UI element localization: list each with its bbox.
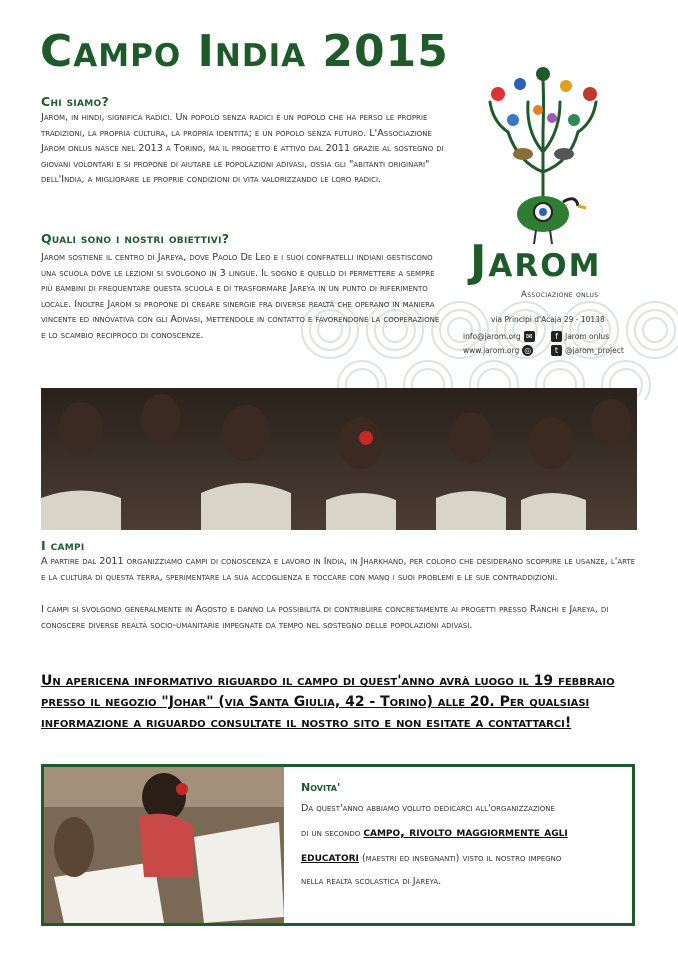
event-announcement: Un apericena informativo riguardo il campo di quest'anno avrà luogo il 19 febbraio presso il negozio "Johar" (via Santa Giulia, 42 - Torino) alle 20. Per qualsiasi informazione a riguardo consultate il nostro sito e non esitate a contattarci! <box>41 673 615 731</box>
children-drawing-photo <box>44 767 284 923</box>
text-campi-1: A partire dal 2011 organizziamo campi di conoscenza e lavoro in India, in Jharkhand, per coloro che desiderano scoprire le usanze, l'arte e la cultura di questa terra, sperimentare la sua accoglienza e toccare con mano i suoi problemi e le sue contraddizioni. <box>41 556 636 583</box>
text-chi-siamo: Jarom, in hindi, significa radici. Un popolo senza radici è un popolo che ha perso le proprie tradizioni, la propria cultura, la propria identità; è un popolo senza futuro. L'Associazione Jarom onlus nasce nel 2013 a Torino, ma il progetto è attivo dal 2011 grazie al sostegno di giovani volontari e si propone di aiutare le popolazioni adivasi, ossia gli "abitanti originari" dell'India, a migliorare le proprie condizioni di vita valorizzando le loro radici. <box>41 112 444 186</box>
novita-line-2-pre: di un secondo <box>301 828 361 839</box>
contact-address: via Principi d'Acaja 29 - 10138 <box>491 315 605 324</box>
novita-text <box>301 797 621 893</box>
text-obiettivi: Jarom sostiene il centro di Jareya, dove Paolo De Leo e i suoi confratelli indiani gestiscono una scuola dove le lezioni si svolgono in 3 lingue. Il sogno è quello di permettere a sempre più bambini di frequentare questa scuola e di trasformare Jareya in un punto di riferimento locale. Inoltre Jarom si propone di creare sinergie fra diverse realtà che operano in maniera vincente ed innovativa con gli Adivasi, mettendole in contatto e favorendone la cooperazione e lo scambio reciproco di conoscenze. <box>41 252 440 341</box>
novita-line-3 <box>301 845 621 870</box>
text-campi-2: I campi si svolgono generalmente in Agosto e danno la possibilità di contribuire concretamente ai progetti presso Ranchi e Jareya, di conoscere diverse realtà socio-umanitarie impegnate da tempo nel sostegno delle popolazioni adivasi. <box>41 604 609 631</box>
novita-line-2 <box>301 820 621 845</box>
heading-campi: I campi <box>41 538 85 553</box>
contact-email-row <box>463 331 535 342</box>
novita-line-4: nella realtà scolastica di Jareya. <box>301 876 442 887</box>
globe-icon: ◎ <box>522 345 533 356</box>
logo-subtitle: Associazione onlus <box>521 290 599 300</box>
schoolchildren-photo <box>41 388 637 530</box>
contact-twitter-row <box>551 345 624 356</box>
twitter-icon: t <box>551 345 562 356</box>
jarom-tree-logo <box>478 62 608 247</box>
novita-line-3-post: (maestri ed insegnanti) visto il nostro impegno <box>361 853 562 864</box>
novita-line-1: Da quest'anno abbiamo voluto dedicarci all'organizzazione <box>301 803 555 814</box>
contact-email[interactable]: info@jarom.org <box>463 332 521 341</box>
novita-highlight-2: educatori <box>301 849 359 864</box>
contact-website[interactable]: www.jarom.org <box>463 346 520 355</box>
novita-heading: Novita' <box>301 781 341 794</box>
facebook-icon: f <box>551 331 562 342</box>
heading-chi-siamo: Chi siamo? <box>41 94 110 109</box>
novita-highlight-1: campo, rivolto maggiormente agli <box>363 824 568 839</box>
page-title: Campo India 2015 <box>40 26 449 77</box>
email-icon: ✉ <box>524 331 535 342</box>
contact-website-row <box>463 345 533 356</box>
contact-facebook[interactable]: Jarom onlus <box>565 332 610 341</box>
logo-wordmark: Jarom <box>470 236 602 287</box>
heading-obiettivi: Quali sono i nostri obiettivi? <box>41 231 230 246</box>
contact-facebook-row <box>551 331 609 342</box>
contact-twitter[interactable]: @jarom_project <box>565 346 624 355</box>
